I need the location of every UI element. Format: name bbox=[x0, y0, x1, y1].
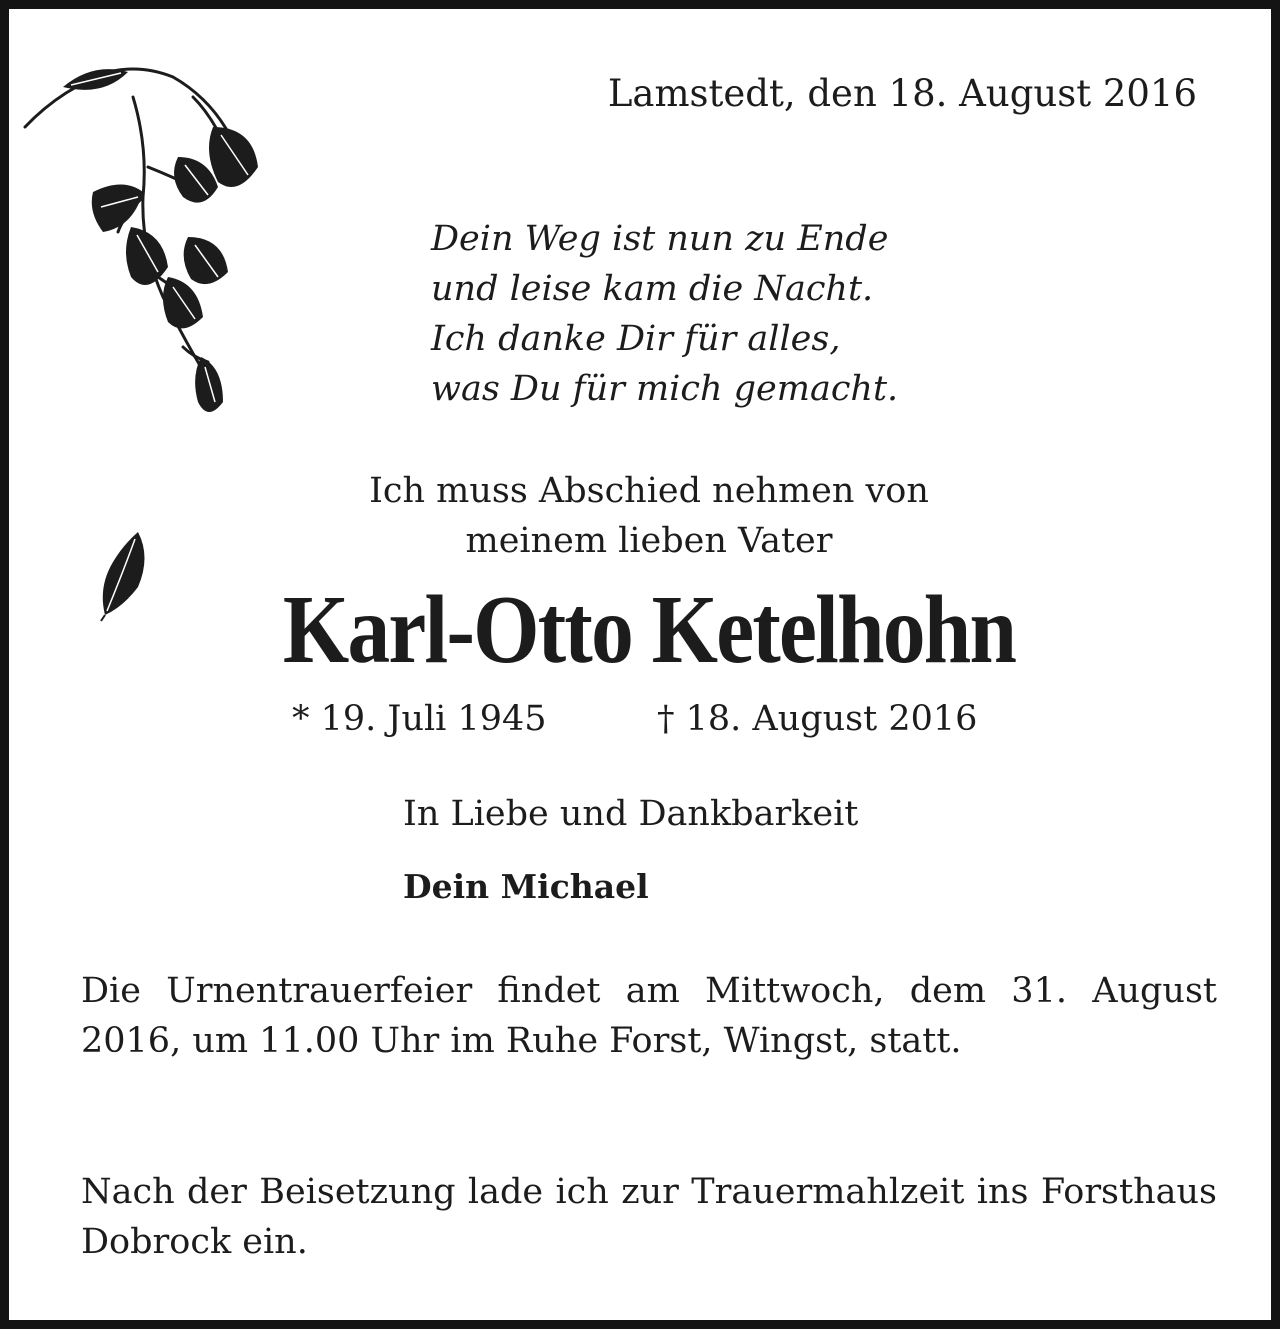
death-date: † 18. August 2016 bbox=[657, 699, 978, 739]
birch-branch-icon bbox=[23, 57, 273, 427]
verse-line: Ich danke Dir für alles, bbox=[431, 319, 841, 359]
birth-date: * 19. Juli 1945 bbox=[292, 699, 547, 739]
verse-line: was Du für mich gemacht. bbox=[431, 369, 899, 409]
service-info: Die Urnentrauerfeier findet am Mittwoch, dem 31. August 2016, um 11.00 Uhr im Ruhe Forst, Wingst, statt. bbox=[81, 971, 1217, 1061]
farewell-intro bbox=[149, 466, 1149, 566]
memorial-verse bbox=[431, 214, 898, 414]
reception-info: Nach der Beisetzung lade ich zur Trauermahlzeit ins Forsthaus Dobrock ein. bbox=[81, 1172, 1217, 1262]
signer-name: Dein Michael bbox=[403, 867, 649, 906]
verse-line: Dein Weg ist nun zu Ende bbox=[431, 219, 889, 259]
verse-line: und leise kam die Nacht. bbox=[431, 269, 874, 309]
farewell-phrase: In Liebe und Dankbarkeit bbox=[403, 794, 859, 834]
place-and-date: Lamstedt, den 18. August 2016 bbox=[607, 72, 1197, 115]
deceased-name: Karl-Otto Ketelhohn bbox=[282, 576, 1016, 683]
intro-line: meinem lieben Vater bbox=[465, 521, 833, 561]
intro-line: Ich muss Abschied nehmen von bbox=[369, 471, 929, 511]
